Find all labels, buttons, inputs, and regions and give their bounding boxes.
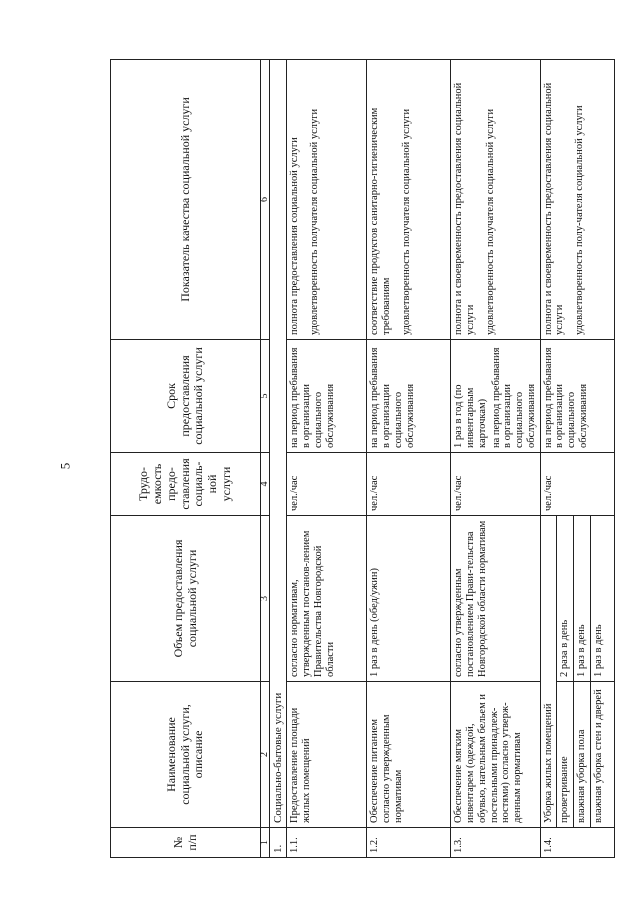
header-volume: Объем предоставления социальной услуги — [111, 516, 261, 682]
service-volume: согласно нормативам, утвержденным постанов-лением Правительства Новгородской области — [287, 516, 367, 682]
column-number: 1 — [261, 828, 270, 858]
quality-line: удовлетворенность получателя социальной услуги — [400, 108, 412, 335]
service-quality — [540, 60, 614, 340]
services-table-container — [110, 60, 608, 858]
subitem-volume: 1 раз в день — [574, 516, 591, 682]
column-number: 3 — [261, 516, 270, 682]
service-labor: чел./час — [367, 453, 451, 516]
service-name: Уборка жилых помещений — [540, 516, 557, 828]
header-row — [111, 60, 261, 858]
service-labor: чел./час — [540, 453, 614, 516]
table-row — [367, 60, 451, 858]
term-line: на период пребывания в организации социального обслуживания — [490, 347, 537, 448]
column-number-row — [261, 60, 270, 858]
quality-line: удовлетворенность полу-чателя социальной услуги — [574, 105, 586, 335]
section-row — [270, 60, 287, 858]
row-number: 1.3. — [451, 828, 540, 858]
header-service-name: Наименование социальной услуги, описание — [111, 682, 261, 828]
table-row — [540, 60, 557, 858]
service-term: на период пребывания в организации социального обслуживания — [540, 340, 614, 453]
row-number: 1.1. — [287, 828, 367, 858]
quality-line: полнота и своевременность предоставления социальной услуги — [542, 82, 566, 335]
service-name: Обеспечение мягким инвентарем (одеждой, обувью, нательным бельем и постельными принадлеж-ностями) согласно утверж-денным нормативам — [451, 682, 540, 828]
subitem-volume: 1 раз в день — [590, 516, 614, 682]
subitem-name: проветривание — [557, 682, 574, 828]
service-labor: чел./час — [451, 453, 540, 516]
row-number: 1.2. — [367, 828, 451, 858]
service-term: на период пребывания в организации социального обслуживания — [367, 340, 451, 453]
service-quality — [451, 60, 540, 340]
header-number: № п/п — [111, 828, 261, 858]
subitem-name: влажная уборка пола — [574, 682, 591, 828]
header-labor: Трудо-емкость предо-ставления социаль-ной услуги — [111, 453, 261, 516]
page-number: 5 — [57, 462, 73, 470]
quality-line: полнота и своевременность предоставления социальной услуги — [453, 82, 477, 335]
header-quality: Показатель качества социальной услуги — [111, 60, 261, 340]
service-labor: чел./час — [287, 453, 367, 516]
social-services-table — [110, 59, 615, 858]
section-title: Социально-бытовые услуги — [270, 60, 287, 828]
subitem-volume: 2 раза в день — [557, 516, 574, 682]
service-quality — [287, 60, 367, 340]
quality-line: полнота предоставления социальной услуги — [289, 137, 301, 335]
section-number: 1. — [270, 828, 287, 858]
service-term: на период пребывания в организации социального обслуживания — [287, 340, 367, 453]
header-term: Срок предоставления социальной услуги — [111, 340, 261, 453]
column-number: 2 — [261, 682, 270, 828]
column-number: 5 — [261, 340, 270, 453]
service-name: Обеспечение питанием согласно утвержденным нормативам — [367, 682, 451, 828]
term-line: 1 раз в год (по инвентарным карточкам) — [453, 384, 488, 448]
service-volume: 1 раз в день (обед/ужин) — [367, 516, 451, 682]
column-number: 4 — [261, 453, 270, 516]
service-term — [451, 340, 540, 453]
quality-line: соответствие продуктов санитарно-гигиеническим требованиям — [369, 107, 393, 335]
subitem-name: влажная уборка стен и дверей — [590, 682, 614, 828]
table-row — [287, 60, 367, 858]
quality-line: удовлетворенность получателя социальной услуги — [309, 108, 321, 335]
service-volume: согласно утвержденным постановлением Прави-тельства Новгородской области нормативам — [451, 516, 540, 682]
quality-line: удовлетворенность получателя социальной услуги — [484, 108, 496, 335]
service-name: Предоставление площади жилых помещений — [287, 682, 367, 828]
row-number: 1.4. — [540, 828, 614, 858]
table-row — [451, 60, 540, 858]
column-number: 6 — [261, 60, 270, 340]
service-quality — [367, 60, 451, 340]
